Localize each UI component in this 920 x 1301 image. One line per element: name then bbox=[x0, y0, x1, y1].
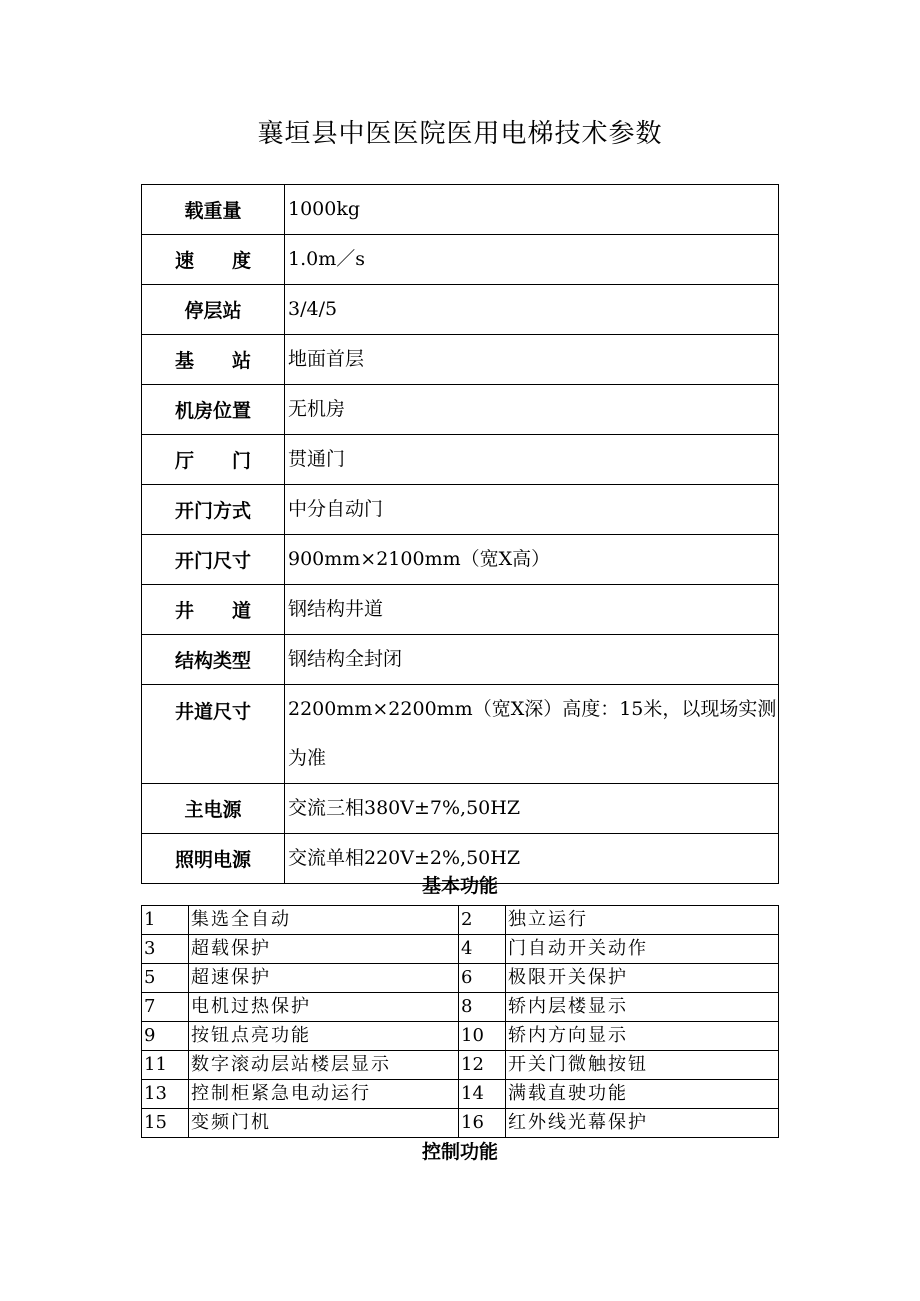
function-number: 13 bbox=[142, 1080, 189, 1109]
spec-row bbox=[142, 784, 779, 834]
function-name: 红外线光幕保护 bbox=[506, 1109, 779, 1138]
spec-value: 1.0m／s bbox=[285, 235, 779, 285]
function-row bbox=[142, 1109, 779, 1138]
spec-value: 交流三相380V±7%,50HZ bbox=[285, 784, 779, 834]
spec-row bbox=[142, 235, 779, 285]
spec-value: 无机房 bbox=[285, 385, 779, 435]
spec-key: 井道尺寸 bbox=[142, 685, 285, 784]
spec-key: 开门方式 bbox=[142, 485, 285, 535]
spec-key: 厅 门 bbox=[142, 435, 285, 485]
function-name: 数字滚动层站楼层显示 bbox=[189, 1051, 459, 1080]
spec-key: 主电源 bbox=[142, 784, 285, 834]
function-name: 开关门微触按钮 bbox=[506, 1051, 779, 1080]
function-name: 超速保护 bbox=[189, 964, 459, 993]
function-number: 4 bbox=[459, 935, 506, 964]
spec-row bbox=[142, 435, 779, 485]
function-row bbox=[142, 935, 779, 964]
function-number: 15 bbox=[142, 1109, 189, 1138]
spec-row bbox=[142, 285, 779, 335]
spec-row bbox=[142, 585, 779, 635]
spec-value: 1000kg bbox=[285, 185, 779, 235]
spec-key: 基 站 bbox=[142, 335, 285, 385]
function-number: 14 bbox=[459, 1080, 506, 1109]
spec-key: 照明电源 bbox=[142, 834, 285, 884]
spec-key: 停层站 bbox=[142, 285, 285, 335]
function-number: 5 bbox=[142, 964, 189, 993]
spec-key: 速 度 bbox=[142, 235, 285, 285]
spec-key: 井 道 bbox=[142, 585, 285, 635]
spec-row bbox=[142, 535, 779, 585]
function-row bbox=[142, 1051, 779, 1080]
function-row bbox=[142, 1080, 779, 1109]
function-name: 轿内方向显示 bbox=[506, 1022, 779, 1051]
function-name: 集选全自动 bbox=[189, 906, 459, 935]
spec-row bbox=[142, 685, 779, 784]
spec-value: 2200mm×2200mm（宽X深）高度：15米，以现场实测为准 bbox=[285, 685, 779, 784]
function-row bbox=[142, 906, 779, 935]
spec-key: 机房位置 bbox=[142, 385, 285, 435]
function-name: 变频门机 bbox=[189, 1109, 459, 1138]
document-title: 襄垣县中医医院医用电梯技术参数 bbox=[257, 119, 663, 149]
spec-value: 3/4/5 bbox=[285, 285, 779, 335]
function-name: 满载直驶功能 bbox=[506, 1080, 779, 1109]
spec-row bbox=[142, 485, 779, 535]
basic-functions-table bbox=[141, 905, 779, 1138]
function-name: 轿内层楼显示 bbox=[506, 993, 779, 1022]
function-name: 电机过热保护 bbox=[189, 993, 459, 1022]
spec-row bbox=[142, 335, 779, 385]
function-number: 10 bbox=[459, 1022, 506, 1051]
function-number: 6 bbox=[459, 964, 506, 993]
spec-row bbox=[142, 385, 779, 435]
function-name: 超载保护 bbox=[189, 935, 459, 964]
spec-key: 开门尺寸 bbox=[142, 535, 285, 585]
function-number: 8 bbox=[459, 993, 506, 1022]
function-name: 门自动开关动作 bbox=[506, 935, 779, 964]
function-name: 独立运行 bbox=[506, 906, 779, 935]
spec-table bbox=[141, 184, 779, 884]
function-number: 3 bbox=[142, 935, 189, 964]
spec-row bbox=[142, 185, 779, 235]
spec-key: 结构类型 bbox=[142, 635, 285, 685]
function-number: 9 bbox=[142, 1022, 189, 1051]
spec-value: 900mm×2100mm（宽X高） bbox=[285, 535, 779, 585]
spec-value: 地面首层 bbox=[285, 335, 779, 385]
spec-row bbox=[142, 635, 779, 685]
basic-functions-heading: 基本功能 bbox=[421, 875, 498, 897]
function-name: 按钮点亮功能 bbox=[189, 1022, 459, 1051]
function-row bbox=[142, 993, 779, 1022]
function-number: 1 bbox=[142, 906, 189, 935]
control-functions-heading: 控制功能 bbox=[421, 1141, 498, 1163]
function-number: 7 bbox=[142, 993, 189, 1022]
spec-value: 钢结构全封闭 bbox=[285, 635, 779, 685]
spec-value: 中分自动门 bbox=[285, 485, 779, 535]
function-number: 11 bbox=[142, 1051, 189, 1080]
function-row bbox=[142, 1022, 779, 1051]
function-number: 16 bbox=[459, 1109, 506, 1138]
spec-key: 载重量 bbox=[142, 185, 285, 235]
function-name: 极限开关保护 bbox=[506, 964, 779, 993]
function-name: 控制柜紧急电动运行 bbox=[189, 1080, 459, 1109]
function-row bbox=[142, 964, 779, 993]
function-number: 2 bbox=[459, 906, 506, 935]
function-number: 12 bbox=[459, 1051, 506, 1080]
spec-value: 交流单相220V±2%,50HZ bbox=[285, 834, 779, 884]
spec-value: 贯通门 bbox=[285, 435, 779, 485]
spec-value: 钢结构井道 bbox=[285, 585, 779, 635]
